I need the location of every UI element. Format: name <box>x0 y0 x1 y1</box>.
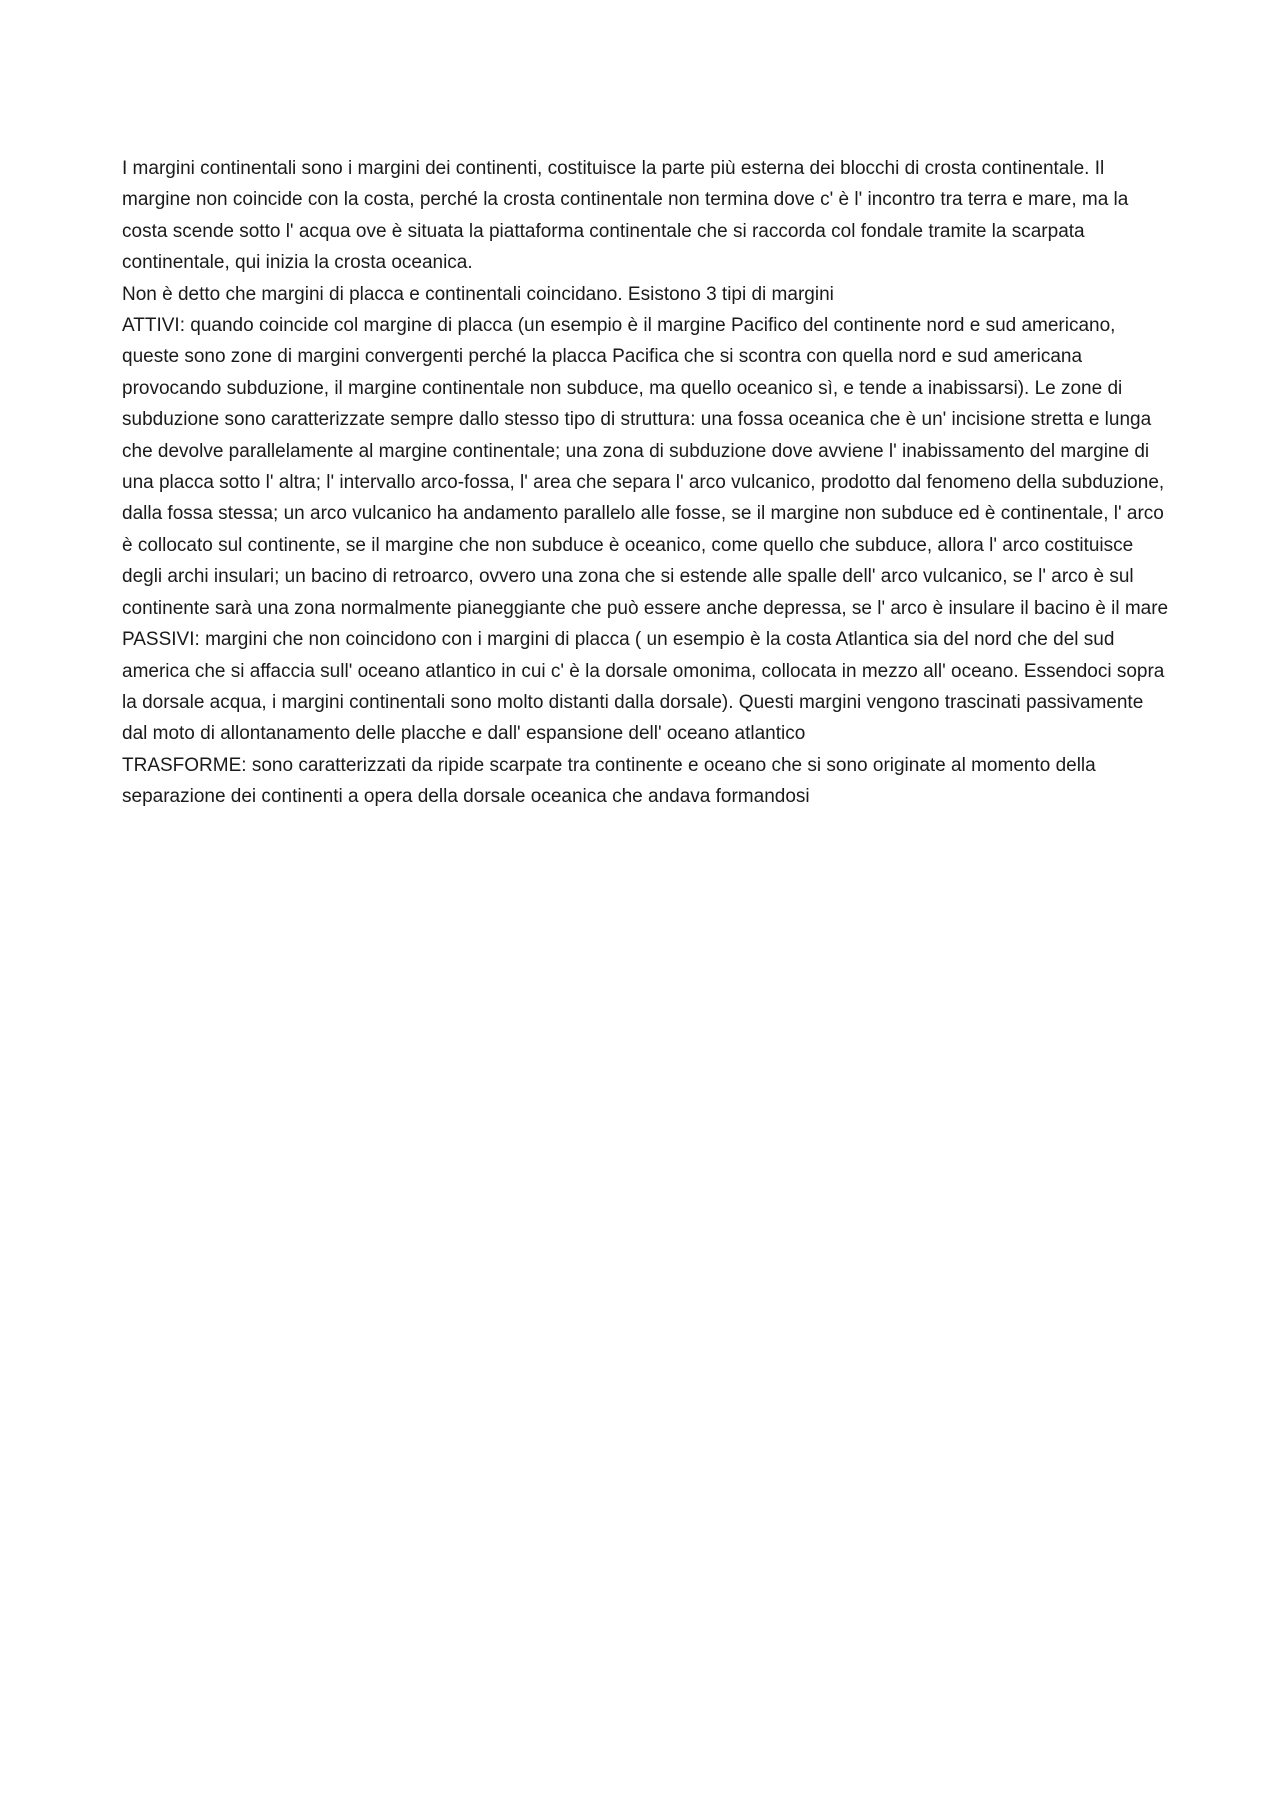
paragraph-attivi: ATTIVI: quando coincide col margine di placca (un esempio è il margine Pacifico del continente nord e sud americano, queste sono zone di margini convergenti perché la placca Pacifica che si scontra con quella nord e sud americana provocando subduzione, il margine continentale non subduce, ma quello oceanico sì, e tende a inabissarsi). Le zone di subduzione sono caratterizzate sempre dallo stesso tipo di struttura: una fossa oceanica che è un' incisione stretta e lunga che devolve parallelamente al margine continentale; una zona di subduzione dove avviene l' inabissamento del margine di una placca sotto l' altra; l' intervallo arco-fossa, l' area che separa l' arco vulcanico, prodotto dal fenomeno della subduzione, dalla fossa stessa; un arco vulcanico ha andamento parallelo alle fosse, se il margine non subduce ed è continentale, l' arco è collocato sul continente, se il margine che non subduce è oceanico, come quello che subduce, allora l' arco costituisce degli archi insulari; un bacino di retroarco, ovvero una zona che si estende alle spalle dell' arco vulcanico, se l' arco è sul continente sarà una zona normalmente pianeggiante che può essere anche depressa, se l' arco è insulare il bacino è il mare <box>122 315 1169 619</box>
paragraph-types: Non è detto che margini di placca e continentali coincidano. Esistono 3 tipi di margini <box>122 283 834 305</box>
paragraph-trasforme: TRASFORME: sono caratterizzati da ripide scarpate tra continente e oceano che si sono originate al momento della separazione dei continenti a opera della dorsale oceanica che andava formandosi <box>122 754 1096 808</box>
document-body <box>122 153 1172 813</box>
paragraph-intro: I margini continentali sono i margini dei continenti, costituisce la parte più esterna dei blocchi di crosta continentale. Il margine non coincide con la costa, perché la crosta continentale non termina dove c' è l' incontro tra terra e mare, ma la costa scende sotto l' acqua ove è situata la piattaforma continentale che si raccorda col fondale tramite la scarpata continentale, qui inizia la crosta oceanica. <box>122 158 1129 274</box>
paragraph-passivi: PASSIVI: margini che non coincidono con i margini di placca ( un esempio è la costa Atlantica sia del nord che del sud america che si affaccia sull' oceano atlantico in cui c' è la dorsale omonima, collocata in mezzo all' oceano. Essendoci sopra la dorsale acqua, i margini continentali sono molto distanti dalla dorsale). Questi margini vengono trascinati passivamente dal moto di allontanamento delle placche e dall' espansione dell' oceano atlantico <box>122 629 1165 745</box>
